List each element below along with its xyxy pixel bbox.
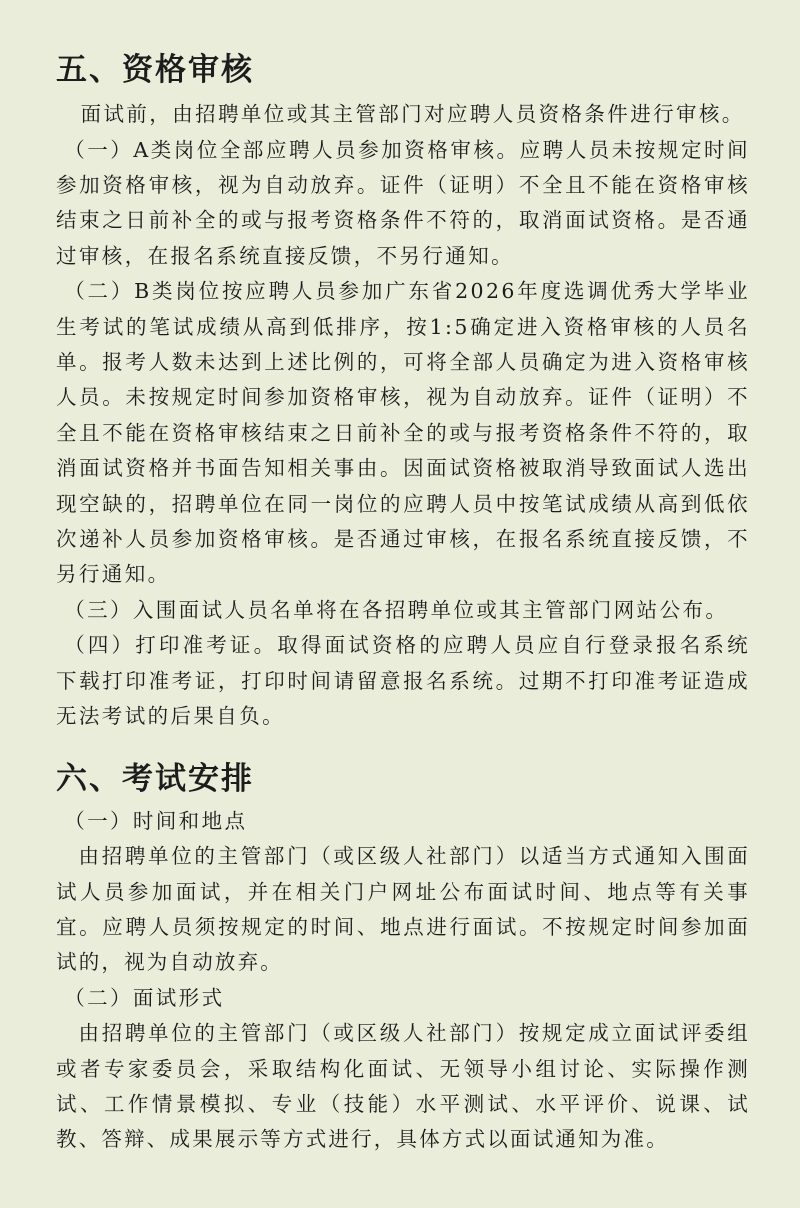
subsection-title: （一）时间和地点 [64,808,248,833]
list-item: （二）B类岗位按应聘人员参加广东省2026年度选调优秀大学毕业生考试的笔试成绩从高到低排序，按1:5确定进入资格审核的人员名单。报考人数未达到上述比例的，可将全部人员确定为进入资格审核人员。未按规定时间参加资格审核，视为自动放弃。证件（证明）不全且不能在资格审核结束之日前补全的或与报考资格条件不符的，取消面试资格并书面告知相关事由。因面试资格被取消导致面试人选出现空缺的，招聘单位在同一岗位的应聘人员中按笔试成绩从高到低依次递补人员参加资格审核。是否通过审核，在报名系统直接反馈，不另行通知。 [56,279,750,587]
subsection-paragraph: 由招聘单位的主管部门（或区级人社部门）按规定成立面试评委组或者专家委员会，采取结构化面试、无领导小组讨论、实际操作测试、工作情景模拟、专业（技能）水平测试、水平评价、说课、试教、答辩、成果展示等方式进行，具体方式以面试通知为准。 [56,1021,750,1152]
list-item: （一）A类岗位全部应聘人员参加资格审核。应聘人员未按规定时间参加资格审核，视为自动放弃。证件（证明）不全且不能在资格审核结束之日前补全的或与报考资格条件不符的，取消面试资格。是否通过审核，在报名系统直接反馈，不另行通知。 [56,137,750,268]
list-item: （四）打印准考证。取得面试资格的应聘人员应自行登录报名系统下载打印准考证，打印时间请留意报名系统。过期不打印准考证造成无法考试的后果自负。 [56,633,750,729]
section-qualification-review [56,52,750,735]
section-intro-paragraph: 面试前，由招聘单位或其主管部门对应聘人员资格条件进行审核。 [80,102,745,127]
section-heading: 六、考试安排 [56,760,254,797]
section-exam-arrangement [56,761,750,1158]
subsection-paragraph: 由招聘单位的主管部门（或区级人社部门）以适当方式通知入围面试人员参加面试，并在相关门户网址公布面试时间、地点等有关事宜。应聘人员须按规定的时间、地点进行面试。不按规定时间参加面试的，视为自动放弃。 [56,844,750,975]
section-heading: 五、资格审核 [56,52,254,88]
subsection-title: （二）面试形式 [64,985,225,1010]
list-item: （三）入围面试人员名单将在各招聘单位或其主管部门网站公布。 [64,597,729,622]
